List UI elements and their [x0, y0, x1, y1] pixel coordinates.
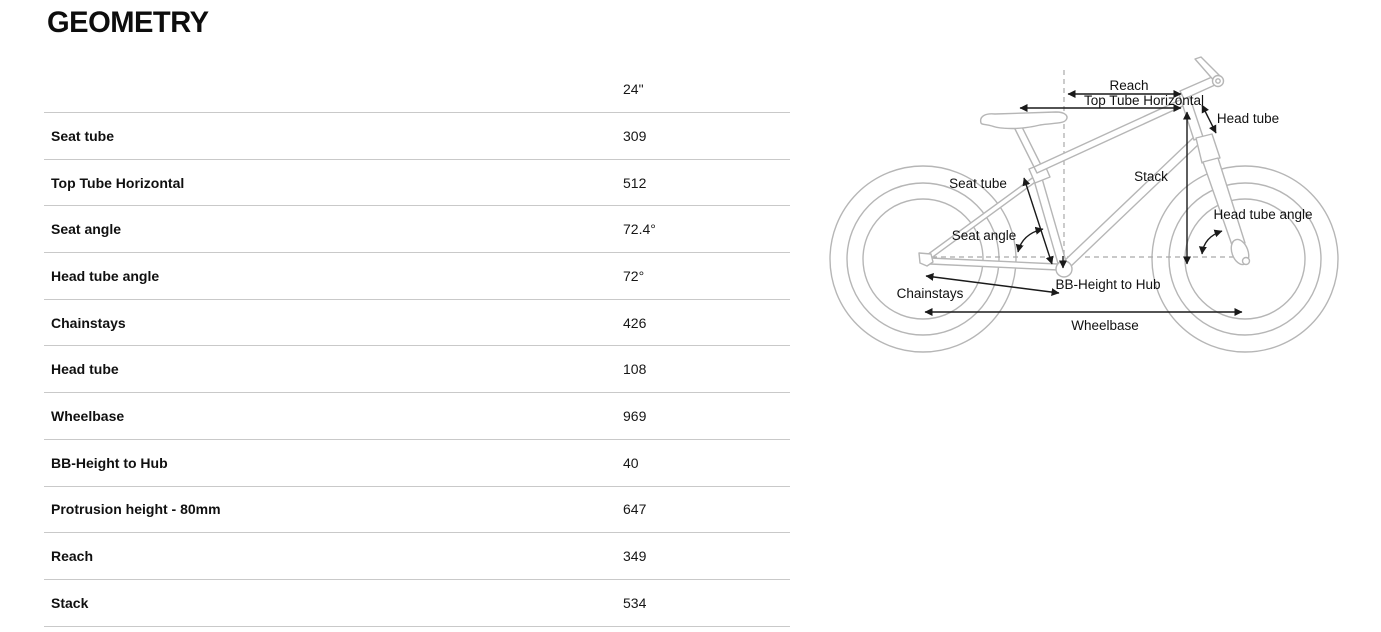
seat-angle-label: Seat angle [951, 228, 1017, 243]
row-value: 512 [623, 174, 647, 191]
row-value: 108 [623, 361, 647, 378]
bb-height-to-hub-label: BB-Height to Hub [1055, 277, 1161, 292]
seat-angle-arc-arrow [1018, 229, 1043, 252]
row-label: Seat tube [51, 127, 115, 144]
bike-frame [919, 57, 1252, 277]
row-label: Top Tube Horizontal [51, 174, 185, 191]
table-header-row [44, 66, 790, 113]
size-column-header: 24" [623, 81, 644, 97]
bottom-bracket [1056, 261, 1072, 277]
row-label: BB-Height to Hub [51, 454, 168, 471]
row-label: Head tube [51, 361, 119, 378]
row-label: Protrusion height - 80mm [51, 501, 221, 518]
head-tube-angle-label: Head tube angle [1213, 207, 1313, 222]
reach-label: Reach [1109, 78, 1149, 93]
table-row [44, 160, 790, 207]
row-value: 647 [623, 501, 647, 518]
bike-geometry-diagram [820, 55, 1381, 365]
row-value: 72° [623, 267, 645, 284]
geometry-table [44, 66, 790, 627]
row-label: Reach [51, 548, 94, 565]
table-row [44, 487, 790, 534]
rear-dropout [919, 253, 933, 266]
handlebar-grip-circle [1213, 76, 1224, 87]
table-row [44, 300, 790, 347]
row-value: 309 [623, 127, 647, 144]
table-row [44, 533, 790, 580]
row-value: 72.4° [623, 221, 656, 238]
row-label: Stack [51, 594, 89, 611]
table-row [44, 580, 790, 627]
fork-leg [1203, 158, 1245, 248]
row-value: 40 [623, 454, 639, 471]
head-tube-label: Head tube [1216, 111, 1280, 126]
table-row [44, 253, 790, 300]
row-value: 969 [623, 407, 647, 424]
table-row [44, 113, 790, 160]
row-value: 426 [623, 314, 647, 331]
table-row [44, 440, 790, 487]
row-value: 349 [623, 548, 647, 565]
chainstays-label: Chainstays [896, 286, 964, 301]
row-label: Head tube angle [51, 267, 160, 284]
table-row [44, 393, 790, 440]
seat-tube-label: Seat tube [949, 176, 1007, 191]
table-row [44, 346, 790, 393]
row-label: Wheelbase [51, 407, 125, 424]
head-tube-arrow [1202, 105, 1216, 133]
table-row [44, 206, 790, 253]
front-axle-nub [1243, 258, 1250, 265]
top-tube [1034, 99, 1185, 173]
top-tube-horizontal-label: Top Tube Horizontal [1083, 93, 1205, 108]
page-title: GEOMETRY [47, 6, 209, 39]
row-value: 534 [623, 594, 647, 611]
diagram-labels [897, 78, 1313, 333]
head-tube-angle-arc-arrow [1202, 231, 1222, 254]
wheelbase-label: Wheelbase [1071, 318, 1139, 333]
stack-label: Stack [1134, 169, 1168, 184]
chainstay-tube [930, 258, 1058, 270]
row-label: Seat angle [51, 221, 122, 238]
down-tube [1062, 137, 1200, 269]
row-label: Chainstays [51, 314, 126, 331]
saddle [981, 112, 1067, 129]
